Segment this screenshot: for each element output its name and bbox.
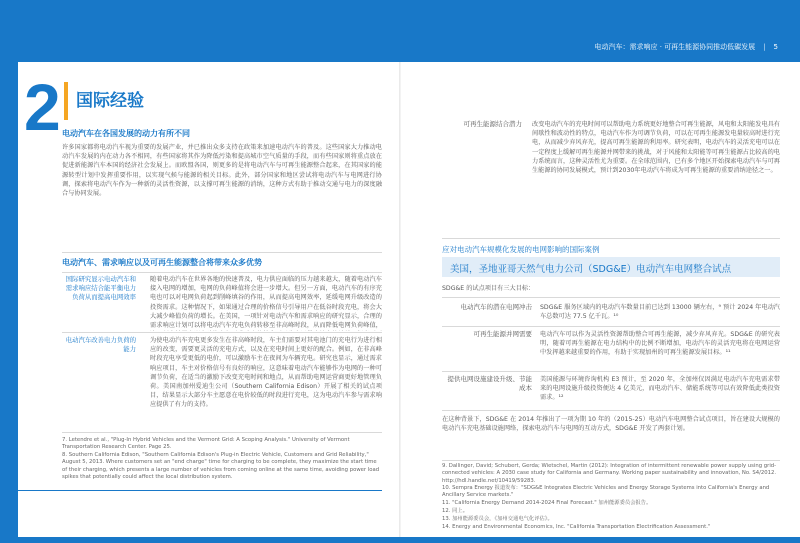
footnote-10: 10. Sempra Energy 报道发布："SDG&E Integrates Electric Vehicles and Energy Storage Systems into California's Energy and Ancillary Service markets." <box>442 485 770 499</box>
footnote-8: 8. Southern California Edison, "Southern California Edison's Plug-in Electric Vehicle, Customers and Grid Reliability," August 5, 2013. Where customers set an "end charge" time for charging to be complete, they maximize the start time of their charging, which presents a large number of vehicles from coming online at the same time, avoiding power load spikes that potentially could affect the local distribution system. <box>62 452 380 481</box>
chapter-title: 国际经验 <box>76 91 144 111</box>
footnote-rule <box>62 432 382 433</box>
cases-heading: 应对电动汽车规模化发展的电网影响的国际案例 <box>442 245 600 254</box>
divider <box>442 238 780 239</box>
renew-label: 可再生能源结合潜力 <box>463 120 522 128</box>
page-fold <box>399 0 401 543</box>
divider <box>442 326 780 327</box>
row-text-3: 美国能源与环境咨询机构 E3 预计，至 2020 年，全加州仅因满足电动汽车充电需求带来的电网设施升级投资便达 4 亿美元，而电动汽车、储能系统等可以有效降低此类投资需求。¹² <box>540 376 780 402</box>
case-intro: SDG&E 的试点项目有三大目标： <box>442 285 535 292</box>
footer-bar <box>0 537 800 543</box>
divider <box>442 371 780 372</box>
divider <box>62 332 382 333</box>
running-header <box>594 42 778 52</box>
section-title-2: 电动汽车、需求响应以及可再生能源整合将带来众多优势 <box>62 258 262 267</box>
section-title-1: 电动汽车在各国发展的动力有所不同 <box>62 129 190 138</box>
section-body-1: 许多国家都将电动汽车视为重要的发展产业，并已推出众多支持在政策来加速电动汽车的普及。这些国家大力推动电动汽车发展的内在动力各不相同，有些国家将其作为降低污染和提高城市空气质量的手段，而有些国家则将重点放在促进新能源汽车本国的经济社会发展上。而欧盟各国，则更多的是将电动汽车与可再生能源整合起来，在其国家的能源转型计划中发挥重要作用，以实现气候与能源的相关目标。此外，部分国家和地区尝试将电动汽车与电网进行协调，探索将电动汽车作为一种新的灵活性资源，以支撑可再生能源的消纳，这种方式有助于推动交通与电力的深度融合与协同发展。 <box>62 144 382 198</box>
divider <box>62 252 382 253</box>
case-title: 美国，圣地亚哥天然气电力公司（SDG&E）电动汽车电网整合试点 <box>450 264 732 275</box>
row-text-1: SDG&E 服务区域内的电动汽车数量目前已达到 13000 辆左右，⁹ 预计 2024 年电动汽车总数可达 77.5 亿千瓦。¹⁰ <box>540 304 780 321</box>
row-label-2: 可再生能源并网需要 <box>473 330 532 338</box>
footnote-12: 12. 同上。 <box>442 508 468 514</box>
footnote-14: 14. Energy and Environmental Economics, Inc. "California Transportation Electrification Assessment." <box>442 524 711 530</box>
chapter-number: 2 <box>24 70 61 144</box>
header-separator: | <box>763 43 766 51</box>
page-number: 5 <box>773 43 778 51</box>
row-label-3: 提供电网设施建设升级、节能成本 <box>447 375 532 392</box>
header-bar <box>0 0 800 62</box>
block-body-2: 为使电动汽车充电更多发生在非高峰时段，车主们需要对其电池门的充电行为进行相应的改变，需要更灵活的充电方式，以及在充电时间上更好的配合。例如，在非高峰时段充电享受更低的电价，可以激励车主在夜间为车辆充电。研究也显示，通过需求响应项目，车主对价格信号有良好的响应，这意味着电动汽车能够作为电网的一种可调节负荷，在适当的激励下改变充电时间和地点，从而帮助电网运营商更好地管理负荷。美国南加州爱迪生公司（Southern California Edison）开展了相关的试点项目，结果显示大部分车主愿意在电价较低的时段进行充电，这为电动汽车参与需求响应提供了有力的支持。 <box>150 337 382 409</box>
footnote-7: 7. Letendre et al., "Plug-In Hybrid Vehicles and the Vermont Grid: A Scoping Analysis." University of Vermont Transportation Research Center. Page 25. <box>62 437 350 451</box>
footnote-13: 13. 加州能源委员会，《加州交通电气化评估》。 <box>442 516 553 522</box>
divider <box>442 297 780 298</box>
left-accent-strip <box>0 62 18 543</box>
renew-body: 改变电动汽车的充电时间可以帮助电力系统更好地整合可再生能源，风电和太阳能发电具有间歇性和波动性的特点，电动汽车作为可调节负荷，可以在可再生能源发电量较高时进行充电，从而减少弃风弃光，提高可再生能源的利用率。研究表明，电动汽车的灵活充电可以在一定程度上缓解可再生能源并网带来的挑战，对于风能和太阳能等可再生能源占比较高的电力系统而言，这种灵活性尤为重要。在全球范围内，已有多个地区开始探索电动汽车与可再生能源的协同发展模式，预计到2030年电动汽车将成为可再生能源的重要消纳途径之一。 <box>532 121 780 175</box>
divider <box>442 410 780 411</box>
block-label-2: 电动汽车改善电力负荷的能力 <box>65 336 136 353</box>
row-label-1: 电动汽车的潜在电网冲击 <box>460 303 532 311</box>
footnote-9: 9. Dallinger, David; Schubert, Gerda; Wietschel, Martin (2012): Integration of intermittent renewable power supply using grid-connected vehicles: A 2030 case study for California and Germany. Working paper sustainability and innovation, No. S4/2012. http://hdl.handle.net/10419/59283. <box>442 463 777 484</box>
row-text-2: 电动汽车可以作为灵活性资源帮助整合可再生能源，减少弃风弃光。SDG&E 的研究表明，随着可再生能源在电力结构中的比例不断增加，电动汽车的灵活充电将在电网运营中发挥越来越重要的作用，有助于实现加州的可再生能源发展目标。¹¹ <box>540 331 780 357</box>
summary-paragraph: 在这种背景下，SDG&E 在 2014 年推出了一项为期 10 年的（2015-25）电动汽车电网整合试点项目，旨在建设大规模的电动汽车充电基础设施网络，探索电动汽车与电网的互动方式，SDG&E 开发了两套计划。 <box>442 416 780 433</box>
footer-rule-left <box>18 490 382 491</box>
chapter-accent-bar <box>64 82 68 120</box>
block-label-1: 国际研究显示电动汽车和需求响应结合能平衡电力负荷从而提高电网效率 <box>65 275 136 301</box>
footnote-11: 11. "California Energy Demand 2014-2024 Final Forecast." 加州能源委员会报告。 <box>442 500 652 506</box>
header-title: 电动汽车：需求响应 · 可再生能源协同推动低碳发展 <box>594 43 756 51</box>
divider <box>62 272 382 273</box>
footnote-rule <box>442 460 780 461</box>
block-body-1: 随着电动汽车在世界各地的快速普及，电力供应面临的压力越来越大，随着电动汽车接入电网的增加，电网的负荷峰值将会进一步增大。但另一方面，电动汽车的有序充电也可以对电网负荷起到削峰填谷的作用，从而提高电网效率，延缓电网升级改造的投资需求。这种情况下，如果通过合理的价格信号引导用户在低谷时段充电，将会大大减少峰值负荷的增长。在美国，一项针对电动汽车和需求响应的研究显示，合理的需求响应计划可以将电动汽车充电负荷转移至非高峰时段，从而降低电网负荷峰值， <box>150 276 382 330</box>
